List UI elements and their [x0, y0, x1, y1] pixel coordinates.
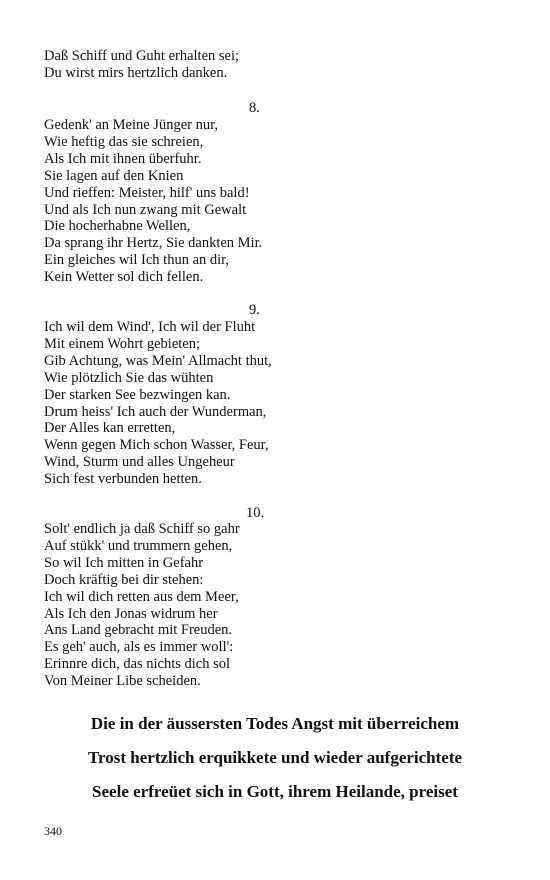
verse-line: Gib Achtung, was Mein' Allmacht thut, — [44, 352, 272, 369]
verse-line: Wie heftig das sie schreien, — [44, 133, 204, 150]
verse-line: Wenn gegen Mich schon Wasser, Feur, — [44, 437, 269, 454]
page-number: 340 — [44, 824, 62, 838]
verse-line: Du wirst mirs hertzlich danken. — [44, 64, 228, 81]
verse-line: Gedenk' an Meine Jünger nur, — [44, 117, 218, 133]
stanza-8-number: 8. — [249, 100, 260, 116]
verse-line: Auf stükk' und trummern gehen, — [44, 537, 233, 554]
verse-line: Als Ich mit ihnen überfuhr. — [44, 150, 202, 167]
heading-line: Die in der äussersten Todes Angst mit überreichem — [90, 714, 460, 733]
verse-line: Daß Schiff und Guht erhalten sei; — [44, 48, 240, 64]
verse-line: Ich wil dem Wind', Ich wil der Fluht — [44, 319, 256, 335]
verse-line: Doch kräftig bei dir stehen: — [44, 571, 204, 588]
stanza-9-number: 9. — [249, 302, 260, 318]
verse-line: Von Meiner Libe scheiden. — [44, 673, 201, 690]
verse-line: Mit einem Wohrt gebieten; — [44, 335, 201, 352]
verse-line: Ich wil dich retten aus dem Meer, — [44, 588, 239, 605]
heading-line: Seele erfreüet sich in Gott, ihrem Heilande, preiset — [92, 782, 458, 801]
stanza-8 — [44, 117, 262, 286]
verse-line: Wind, Sturm und alles Ungeheur — [44, 454, 235, 471]
verse-line: Sie lagen auf den Knien — [44, 167, 184, 184]
verse-line: Erinnre dich, das nichts dich sol — [44, 656, 231, 673]
stanza-7-ending — [44, 48, 239, 82]
verse-line: Da sprang ihr Hertz, Sie dankten Mir. — [44, 235, 263, 252]
verse-line: Kein Wetter sol dich fellen. — [44, 269, 204, 286]
stanza-10 — [44, 521, 240, 690]
verse-line: Die hocherhabne Wellen, — [44, 218, 191, 235]
hymn-heading — [0, 707, 550, 809]
verse-line: Sich fest verbunden hetten. — [44, 471, 202, 488]
verse-line: Es geh' auch, als es immer woll': — [44, 639, 234, 656]
verse-line: Und als Ich nun zwang mit Gewalt — [44, 201, 247, 218]
verse-line: Und rieffen: Meister, hilf' uns bald! — [44, 184, 250, 201]
stanza-10-number: 10. — [246, 505, 265, 521]
verse-line: Als Ich den Jonas widrum her — [44, 605, 218, 622]
verse-line: Der starken See bezwingen kan. — [44, 386, 231, 403]
heading-line: Trost hertzlich erquikkete und wieder aufgerichtete — [87, 748, 463, 767]
verse-line: Solt' endlich ja daß Schiff so gahr — [44, 521, 240, 537]
stanza-9 — [44, 319, 272, 488]
verse-line: So wil Ich mitten in Gefahr — [44, 554, 204, 571]
verse-line: Drum heiss' Ich auch der Wunderman, — [44, 403, 267, 420]
verse-line: Wie plötzlich Sie das wühten — [44, 369, 214, 386]
verse-line: Ans Land gebracht mit Freuden. — [44, 622, 233, 639]
verse-line: Ein gleiches wil Ich thun an dir, — [44, 252, 230, 269]
verse-line: Der Alles kan erretten, — [44, 420, 176, 437]
